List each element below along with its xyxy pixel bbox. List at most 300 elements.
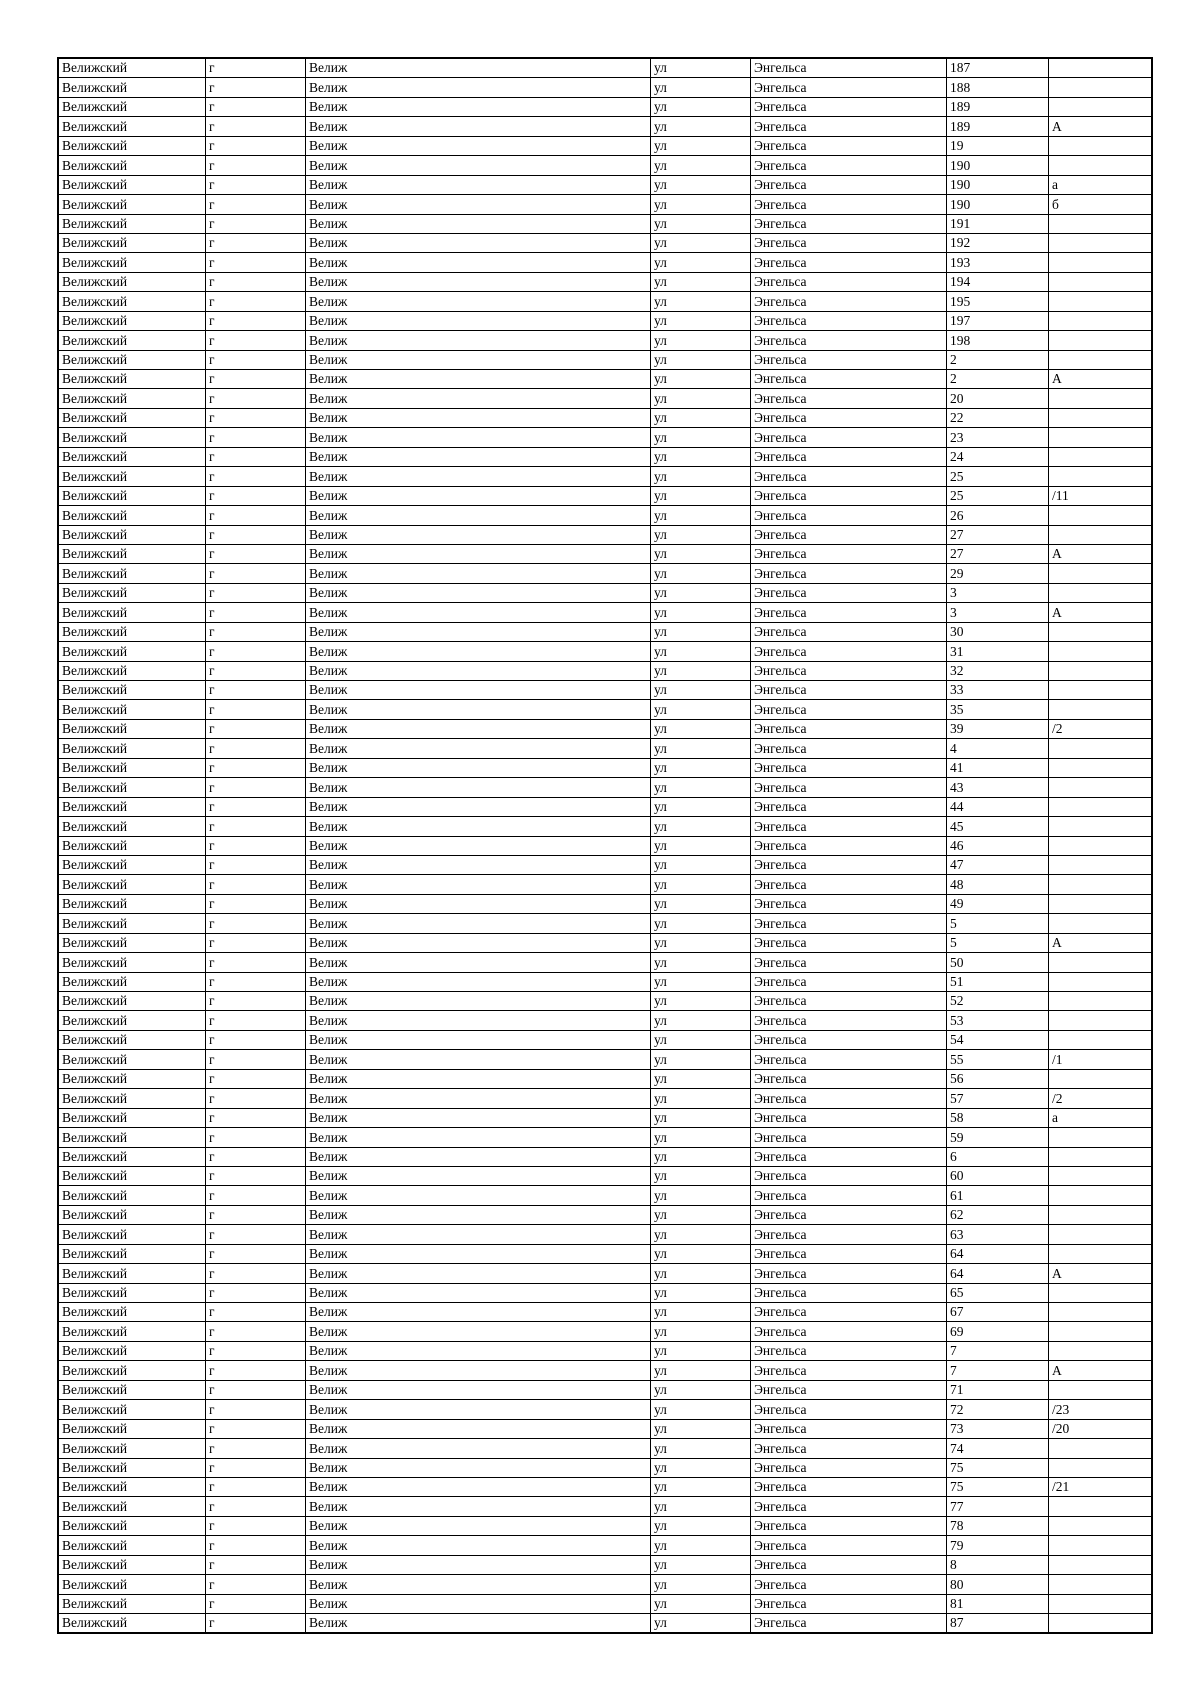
street-cell: Энгельса [751,408,947,427]
locality-type-cell: г [206,1069,306,1088]
table-row [59,836,1152,855]
locality-type-cell: г [206,389,306,408]
street-cell: Энгельса [751,1380,947,1399]
district-cell: Велижский [59,894,206,913]
street-cell: Энгельса [751,97,947,116]
table-row [59,1419,1152,1438]
street-type-cell: ул [651,1030,751,1049]
locality-type-cell: г [206,622,306,641]
locality-cell: Велиж [306,1477,651,1496]
house-number-cell: 27 [947,544,1049,563]
house-number-cell: 48 [947,875,1049,894]
house-suffix-cell [1049,1594,1152,1613]
street-type-cell: ул [651,875,751,894]
district-cell: Велижский [59,1050,206,1069]
locality-type-cell: г [206,894,306,913]
street-cell: Энгельса [751,1244,947,1263]
table-row [59,1400,1152,1419]
street-cell: Энгельса [751,59,947,78]
locality-type-cell: г [206,700,306,719]
house-suffix-cell [1049,992,1152,1011]
locality-type-cell: г [206,1594,306,1613]
table-row [59,855,1152,874]
street-cell: Энгельса [751,700,947,719]
house-suffix-cell [1049,914,1152,933]
street-cell: Энгельса [751,1400,947,1419]
street-type-cell: ул [651,1575,751,1594]
locality-cell: Велиж [306,1147,651,1166]
table-row [59,1536,1152,1555]
street-type-cell: ул [651,681,751,700]
house-suffix-cell [1049,408,1152,427]
district-cell: Велижский [59,758,206,777]
table-row [59,719,1152,738]
street-cell: Энгельса [751,311,947,330]
street-cell: Энгельса [751,1536,947,1555]
district-cell: Велижский [59,1614,206,1633]
table-row [59,700,1152,719]
house-number-cell: 63 [947,1225,1049,1244]
street-type-cell: ул [651,331,751,350]
house-number-cell: 45 [947,817,1049,836]
district-cell: Велижский [59,447,206,466]
locality-type-cell: г [206,1283,306,1302]
district-cell: Велижский [59,1264,206,1283]
locality-type-cell: г [206,661,306,680]
house-number-cell: 35 [947,700,1049,719]
street-type-cell: ул [651,1419,751,1438]
district-cell: Велижский [59,1594,206,1613]
table-row [59,1108,1152,1127]
street-type-cell: ул [651,506,751,525]
house-number-cell: 59 [947,1128,1049,1147]
house-number-cell: 58 [947,1108,1049,1127]
street-type-cell: ул [651,622,751,641]
house-number-cell: 195 [947,292,1049,311]
table-row [59,564,1152,583]
street-type-cell: ул [651,992,751,1011]
district-cell: Велижский [59,253,206,272]
district-cell: Велижский [59,1186,206,1205]
table-row [59,78,1152,97]
house-suffix-cell [1049,1458,1152,1477]
district-cell: Велижский [59,1244,206,1263]
street-cell: Энгельса [751,1108,947,1127]
street-cell: Энгельса [751,1575,947,1594]
street-type-cell: ул [651,1303,751,1322]
locality-type-cell: г [206,583,306,602]
locality-type-cell: г [206,59,306,78]
street-type-cell: ул [651,1594,751,1613]
street-cell: Энгельса [751,1477,947,1496]
table-row [59,136,1152,155]
house-suffix-cell: /20 [1049,1419,1152,1438]
district-cell: Велижский [59,836,206,855]
table-row [59,1303,1152,1322]
table-row [59,875,1152,894]
house-suffix-cell: /2 [1049,719,1152,738]
locality-cell: Велиж [306,681,651,700]
locality-type-cell: г [206,331,306,350]
district-cell: Велижский [59,622,206,641]
street-cell: Энгельса [751,1594,947,1613]
street-type-cell: ул [651,953,751,972]
locality-cell: Велиж [306,78,651,97]
street-type-cell: ул [651,778,751,797]
house-number-cell: 2 [947,350,1049,369]
locality-cell: Велиж [306,1050,651,1069]
house-suffix-cell [1049,1516,1152,1535]
locality-type-cell: г [206,486,306,505]
house-suffix-cell [1049,311,1152,330]
locality-cell: Велиж [306,1419,651,1438]
locality-type-cell: г [206,1303,306,1322]
house-number-cell: 198 [947,331,1049,350]
locality-type-cell: г [206,972,306,991]
house-suffix-cell [1049,739,1152,758]
locality-type-cell: г [206,1030,306,1049]
house-suffix-cell: /1 [1049,1050,1152,1069]
locality-cell: Велиж [306,428,651,447]
house-suffix-cell: б [1049,195,1152,214]
district-cell: Велижский [59,331,206,350]
district-cell: Велижский [59,1439,206,1458]
locality-cell: Велиж [306,1011,651,1030]
table-row [59,195,1152,214]
district-cell: Велижский [59,136,206,155]
locality-cell: Велиж [306,59,651,78]
locality-type-cell: г [206,1011,306,1030]
locality-type-cell: г [206,933,306,952]
street-cell: Энгельса [751,214,947,233]
district-cell: Велижский [59,292,206,311]
street-type-cell: ул [651,117,751,136]
table-row [59,1380,1152,1399]
house-suffix-cell [1049,681,1152,700]
locality-cell: Велиж [306,136,651,155]
locality-cell: Велиж [306,992,651,1011]
street-type-cell: ул [651,1069,751,1088]
district-cell: Велижский [59,778,206,797]
house-suffix-cell [1049,1128,1152,1147]
district-cell: Велижский [59,1147,206,1166]
house-number-cell: 49 [947,894,1049,913]
house-suffix-cell [1049,855,1152,874]
district-cell: Велижский [59,1575,206,1594]
district-cell: Велижский [59,370,206,389]
house-number-cell: 30 [947,622,1049,641]
table-row [59,992,1152,1011]
house-number-cell: 73 [947,1419,1049,1438]
locality-type-cell: г [206,564,306,583]
house-number-cell: 55 [947,1050,1049,1069]
street-cell: Энгельса [751,1264,947,1283]
street-cell: Энгельса [751,1011,947,1030]
district-cell: Велижский [59,603,206,622]
street-cell: Энгельса [751,972,947,991]
house-number-cell: 77 [947,1497,1049,1516]
house-suffix-cell [1049,292,1152,311]
locality-cell: Велиж [306,719,651,738]
locality-cell: Велиж [306,467,651,486]
table-row [59,1186,1152,1205]
house-number-cell: 24 [947,447,1049,466]
house-suffix-cell [1049,583,1152,602]
locality-cell: Велиж [306,1555,651,1574]
table-row [59,642,1152,661]
district-cell: Велижский [59,428,206,447]
house-suffix-cell [1049,758,1152,777]
house-suffix-cell: А [1049,1361,1152,1380]
district-cell: Велижский [59,1225,206,1244]
district-cell: Велижский [59,1011,206,1030]
street-type-cell: ул [651,817,751,836]
house-number-cell: 23 [947,428,1049,447]
district-cell: Велижский [59,564,206,583]
locality-cell: Велиж [306,1341,651,1360]
street-type-cell: ул [651,467,751,486]
locality-cell: Велиж [306,1283,651,1302]
locality-cell: Велиж [306,1128,651,1147]
street-type-cell: ул [651,855,751,874]
locality-type-cell: г [206,117,306,136]
locality-type-cell: г [206,1380,306,1399]
locality-type-cell: г [206,603,306,622]
house-suffix-cell [1049,875,1152,894]
street-type-cell: ул [651,933,751,952]
house-number-cell: 52 [947,992,1049,1011]
district-cell: Велижский [59,1341,206,1360]
district-cell: Велижский [59,583,206,602]
locality-cell: Велиж [306,292,651,311]
locality-type-cell: г [206,1244,306,1263]
house-suffix-cell [1049,350,1152,369]
street-type-cell: ул [651,253,751,272]
table-row [59,681,1152,700]
street-type-cell: ул [651,1186,751,1205]
house-suffix-cell [1049,1011,1152,1030]
street-type-cell: ул [651,544,751,563]
street-cell: Энгельса [751,1030,947,1049]
table-row [59,1147,1152,1166]
locality-type-cell: г [206,1186,306,1205]
table-row [59,1030,1152,1049]
table-row [59,447,1152,466]
district-cell: Велижский [59,1069,206,1088]
street-type-cell: ул [651,758,751,777]
house-suffix-cell [1049,661,1152,680]
locality-cell: Велиж [306,603,651,622]
locality-cell: Велиж [306,214,651,233]
street-cell: Энгельса [751,175,947,194]
table-row [59,214,1152,233]
district-cell: Велижский [59,59,206,78]
house-suffix-cell [1049,564,1152,583]
locality-cell: Велиж [306,1575,651,1594]
table-row [59,661,1152,680]
house-number-cell: 47 [947,855,1049,874]
street-type-cell: ул [651,1108,751,1127]
locality-cell: Велиж [306,972,651,991]
locality-type-cell: г [206,836,306,855]
house-number-cell: 6 [947,1147,1049,1166]
district-cell: Велижский [59,233,206,252]
locality-cell: Велиж [306,1186,651,1205]
street-cell: Энгельса [751,195,947,214]
table-row [59,933,1152,952]
house-suffix-cell: А [1049,1264,1152,1283]
street-cell: Энгельса [751,292,947,311]
street-type-cell: ул [651,78,751,97]
table-row [59,175,1152,194]
house-number-cell: 33 [947,681,1049,700]
street-cell: Энгельса [751,1555,947,1574]
locality-cell: Велиж [306,1400,651,1419]
locality-type-cell: г [206,719,306,738]
house-number-cell: 61 [947,1186,1049,1205]
locality-type-cell: г [206,78,306,97]
street-type-cell: ул [651,1380,751,1399]
street-type-cell: ул [651,486,751,505]
house-number-cell: 4 [947,739,1049,758]
house-number-cell: 19 [947,136,1049,155]
locality-type-cell: г [206,642,306,661]
house-number-cell: 26 [947,506,1049,525]
street-type-cell: ул [651,739,751,758]
house-number-cell: 7 [947,1341,1049,1360]
street-type-cell: ул [651,603,751,622]
table-row [59,894,1152,913]
street-type-cell: ул [651,894,751,913]
district-cell: Велижский [59,1516,206,1535]
house-number-cell: 57 [947,1089,1049,1108]
house-number-cell: 3 [947,583,1049,602]
table-row [59,1594,1152,1613]
house-number-cell: 41 [947,758,1049,777]
table-row [59,797,1152,816]
table-row [59,1205,1152,1224]
house-suffix-cell [1049,1244,1152,1263]
locality-cell: Велиж [306,642,651,661]
street-type-cell: ул [651,389,751,408]
district-cell: Велижский [59,661,206,680]
house-suffix-cell [1049,467,1152,486]
house-number-cell: 81 [947,1594,1049,1613]
street-type-cell: ул [651,233,751,252]
table-row [59,311,1152,330]
table-row [59,1283,1152,1302]
district-cell: Велижский [59,156,206,175]
street-cell: Энгельса [751,992,947,1011]
house-number-cell: 5 [947,914,1049,933]
house-suffix-cell [1049,778,1152,797]
locality-type-cell: г [206,1419,306,1438]
locality-type-cell: г [206,1477,306,1496]
street-cell: Энгельса [751,642,947,661]
district-cell: Велижский [59,1400,206,1419]
district-cell: Велижский [59,1497,206,1516]
house-suffix-cell: А [1049,933,1152,952]
locality-type-cell: г [206,1614,306,1633]
locality-cell: Велиж [306,525,651,544]
house-suffix-cell [1049,1166,1152,1185]
locality-type-cell: г [206,739,306,758]
locality-type-cell: г [206,506,306,525]
locality-type-cell: г [206,1400,306,1419]
locality-cell: Велиж [306,875,651,894]
street-cell: Энгельса [751,583,947,602]
street-cell: Энгельса [751,1069,947,1088]
table-row [59,156,1152,175]
street-cell: Энгельса [751,525,947,544]
district-cell: Велижский [59,350,206,369]
house-suffix-cell: /23 [1049,1400,1152,1419]
street-type-cell: ул [651,1477,751,1496]
district-cell: Велижский [59,700,206,719]
locality-type-cell: г [206,778,306,797]
locality-cell: Велиж [306,506,651,525]
locality-cell: Велиж [306,817,651,836]
district-cell: Велижский [59,1128,206,1147]
table-row [59,1497,1152,1516]
house-number-cell: 69 [947,1322,1049,1341]
house-number-cell: 51 [947,972,1049,991]
district-cell: Велижский [59,389,206,408]
locality-cell: Велиж [306,953,651,972]
locality-type-cell: г [206,428,306,447]
locality-cell: Велиж [306,583,651,602]
table-row [59,972,1152,991]
street-cell: Энгельса [751,564,947,583]
table-row [59,622,1152,641]
house-suffix-cell: /11 [1049,486,1152,505]
house-suffix-cell [1049,233,1152,252]
locality-cell: Велиж [306,836,651,855]
locality-type-cell: г [206,1361,306,1380]
house-suffix-cell [1049,1303,1152,1322]
street-cell: Энгельса [751,622,947,641]
table-row [59,1166,1152,1185]
district-cell: Велижский [59,195,206,214]
street-cell: Энгельса [751,253,947,272]
house-number-cell: 189 [947,117,1049,136]
house-suffix-cell [1049,59,1152,78]
locality-type-cell: г [206,1439,306,1458]
locality-type-cell: г [206,1225,306,1244]
street-type-cell: ул [651,136,751,155]
house-suffix-cell [1049,1555,1152,1574]
street-type-cell: ул [651,1614,751,1633]
locality-cell: Велиж [306,408,651,427]
house-suffix-cell [1049,797,1152,816]
table-row [59,1264,1152,1283]
locality-cell: Велиж [306,1030,651,1049]
district-cell: Велижский [59,855,206,874]
street-cell: Энгельса [751,78,947,97]
table-row [59,1244,1152,1263]
house-suffix-cell [1049,1147,1152,1166]
street-type-cell: ул [651,311,751,330]
street-cell: Энгельса [751,1516,947,1535]
locality-cell: Велиж [306,1089,651,1108]
house-suffix-cell [1049,1225,1152,1244]
locality-cell: Велиж [306,175,651,194]
locality-type-cell: г [206,1147,306,1166]
street-cell: Энгельса [751,1186,947,1205]
house-suffix-cell [1049,1380,1152,1399]
table-row [59,544,1152,563]
table-row [59,253,1152,272]
